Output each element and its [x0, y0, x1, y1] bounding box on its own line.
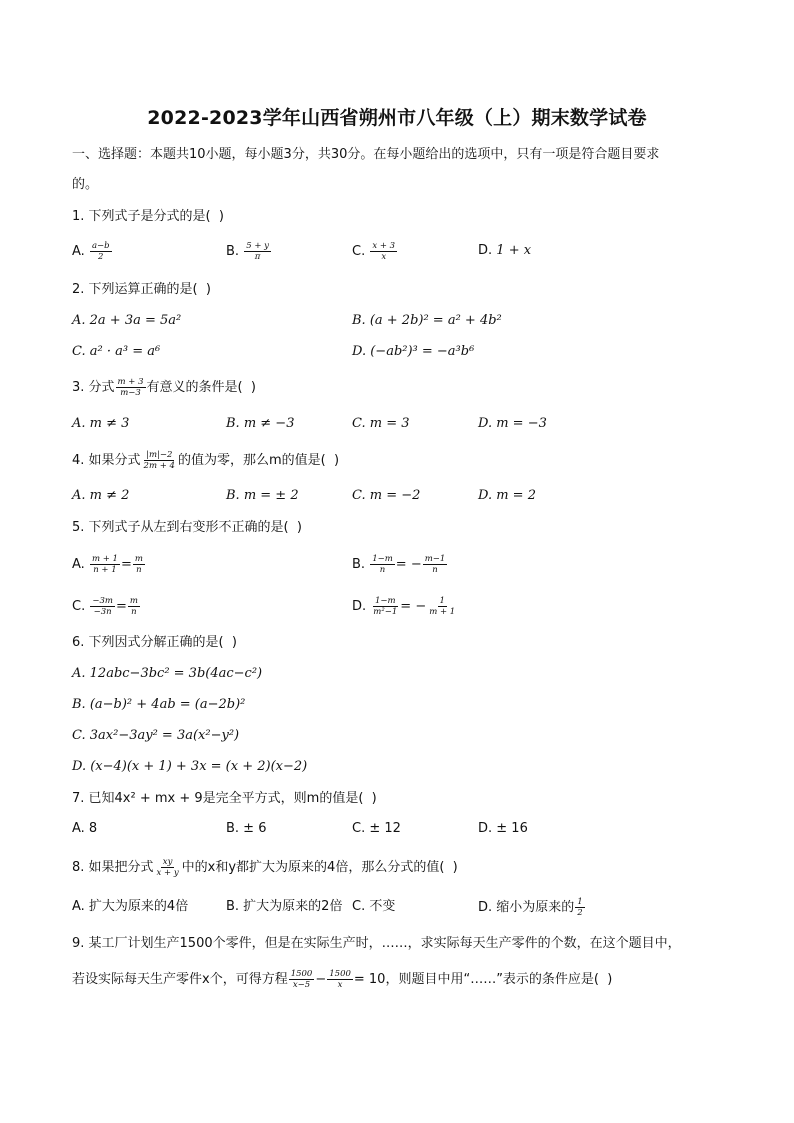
q8-stem: 8. 如果把分式 $\frac{xy}{x + y}$ 中的x和y都扩大为原来的4倍，那么分式的值( ) — [72, 857, 458, 878]
q7-stem: 7. 已知4x² + mx + 9是完全平方式，则m的值是( ) — [72, 791, 377, 806]
q8-option-a[interactable]: A. 扩大为原来的4倍 — [72, 899, 189, 914]
q6-option-b[interactable]: B. (a−b)² + 4ab = (a−2b)² — [72, 697, 246, 712]
q4-stem: 4. 如果分式 $\frac{|m|-2}{2m + 4}$ 的值为零，那么m的值是( ) — [72, 450, 340, 471]
fraction: $\frac{1}{2}$ — [577, 897, 583, 918]
q7-option-d[interactable]: D. ± 16 — [478, 821, 528, 836]
q7-option-c[interactable]: C. ± 12 — [352, 821, 401, 836]
q3-option-c[interactable]: C. m = 3 — [352, 416, 410, 431]
q8-option-c[interactable]: C. 不变 — [352, 899, 396, 914]
q2-option-c[interactable]: C. a² · a³ = a⁶ — [72, 344, 161, 359]
q6-option-c[interactable]: C. 3ax²−3ay² = 3a(x²−y²) — [72, 728, 240, 743]
section-instruction-line1: 一、选择题：本题共10小题，每小题3分，共30分。在每小题给出的选项中，只有一项是符合题目要求 — [72, 147, 660, 162]
q2-option-a[interactable]: A. 2a + 3a = 5a² — [72, 313, 182, 328]
q5-option-c[interactable]: C. $\frac{-3m}{-3n}$ = $\frac{m}{n}$ — [72, 596, 138, 617]
q4-option-c[interactable]: C. m = −2 — [352, 488, 421, 503]
option-label: C. — [352, 244, 366, 259]
q2-option-b[interactable]: B. (a + 2b)² = a² + 4b² — [352, 313, 502, 328]
q6-stem: 6. 下列因式分解正确的是( ) — [72, 635, 237, 650]
q3-option-d[interactable]: D. m = −3 — [478, 416, 547, 431]
option-label: D. — [478, 243, 493, 258]
fraction: $\frac{a-b}{2}$ — [91, 241, 110, 262]
fraction: $\frac{1}{m + 1}$ — [429, 596, 456, 617]
option-label: B. — [226, 244, 240, 259]
q1-option-b[interactable] — [226, 241, 272, 262]
q8-option-d[interactable]: D. 缩小为原来的 $\frac{1}{2}$ — [478, 897, 583, 918]
q1-option-d[interactable] — [478, 241, 531, 261]
fraction: $\frac{1-m}{n}$ — [372, 554, 393, 575]
q3-option-a[interactable]: A. m ≠ 3 — [72, 416, 130, 431]
fraction: $\frac{1500}{x-5}$ — [290, 969, 313, 990]
q6-option-d[interactable]: D. (x−4)(x + 1) + 3x = (x + 2)(x−2) — [72, 759, 308, 774]
q1-stem: 1. 下列式子是分式的是( ) — [72, 209, 224, 224]
q5-option-a[interactable]: A. $\frac{m + 1}{n + 1}$ = $\frac{m}{n}$ — [72, 554, 143, 575]
option-label: A. — [72, 244, 85, 259]
q8-option-b[interactable]: B. 扩大为原来的2倍 — [226, 899, 343, 914]
q3-option-b[interactable]: B. m ≠ −3 — [226, 416, 295, 431]
q7-option-a[interactable]: A. 8 — [72, 821, 98, 836]
fraction: $\frac{|m|-2}{2m + 4}$ — [143, 450, 175, 471]
fraction: $\frac{x + 3}{x}$ — [372, 241, 396, 262]
q5-stem: 5. 下列式子从左到右变形不正确的是( ) — [72, 520, 302, 535]
fraction: $\frac{m}{n}$ — [134, 554, 143, 575]
q1-option-c[interactable] — [352, 241, 398, 262]
q7-option-b[interactable]: B. ± 6 — [226, 821, 267, 836]
q1-option-a[interactable] — [72, 241, 113, 262]
q5-option-d[interactable]: D. $\frac{1-m}{\text{m²−1}}$ = − $\frac{1}{m + 1}$ — [352, 596, 456, 617]
fraction: $\frac{xy}{x + y}$ — [156, 857, 179, 878]
q4-option-d[interactable]: D. m = 2 — [478, 488, 536, 503]
q4-option-b[interactable]: B. m = ± 2 — [226, 488, 299, 503]
fraction: $\frac{-3m}{-3n}$ — [92, 596, 113, 617]
q9-stem-line1: 9. 某工厂计划生产1500个零件，但是在实际生产时，……，求实际每天生产零件的个数，在这个题目中， — [72, 936, 681, 951]
page-title: 2022-2023学年山西省朔州市八年级（上）期末数学试卷 — [147, 107, 647, 129]
section-instruction-line2: 的。 — [72, 177, 99, 192]
q2-option-d[interactable]: D. (−ab²)³ = −a³b⁶ — [352, 344, 475, 359]
fraction: $\frac{1500}{x}$ — [329, 969, 351, 990]
q2-stem: 2. 下列运算正确的是( ) — [72, 282, 211, 297]
q3-stem: 3. 分式 $\frac{m + 3}{m-3}$ 有意义的条件是( ) — [72, 377, 256, 398]
option-expression: 1 + x — [496, 243, 532, 258]
q4-option-a[interactable]: A. m ≠ 2 — [72, 488, 130, 503]
fraction: $\frac{m-1}{n}$ — [424, 554, 446, 575]
q5-option-b[interactable]: B. $\frac{1-m}{n}$ = − $\frac{m-1}{n}$ — [352, 554, 446, 575]
fraction: $\frac{m + 3}{m-3}$ — [117, 377, 144, 398]
q6-option-a[interactable]: A. 12abc−3bc² = 3b(4ac−c²) — [72, 666, 263, 681]
fraction: $\frac{m}{n}$ — [129, 596, 138, 617]
q9-stem-line2: 若设实际每天生产零件x个，可得方程 $\frac{1500}{x-5}$ − $\frac{1500}{x}$ = 10，则题目中用“……”表示的条件应是( ) — [72, 969, 613, 990]
fraction: $\frac{5 + y}{\pi}$ — [246, 241, 269, 262]
fraction: $\frac{m + 1}{n + 1}$ — [91, 554, 118, 575]
fraction: $\frac{1-m}{\text{m²−1}}$ — [373, 596, 398, 617]
